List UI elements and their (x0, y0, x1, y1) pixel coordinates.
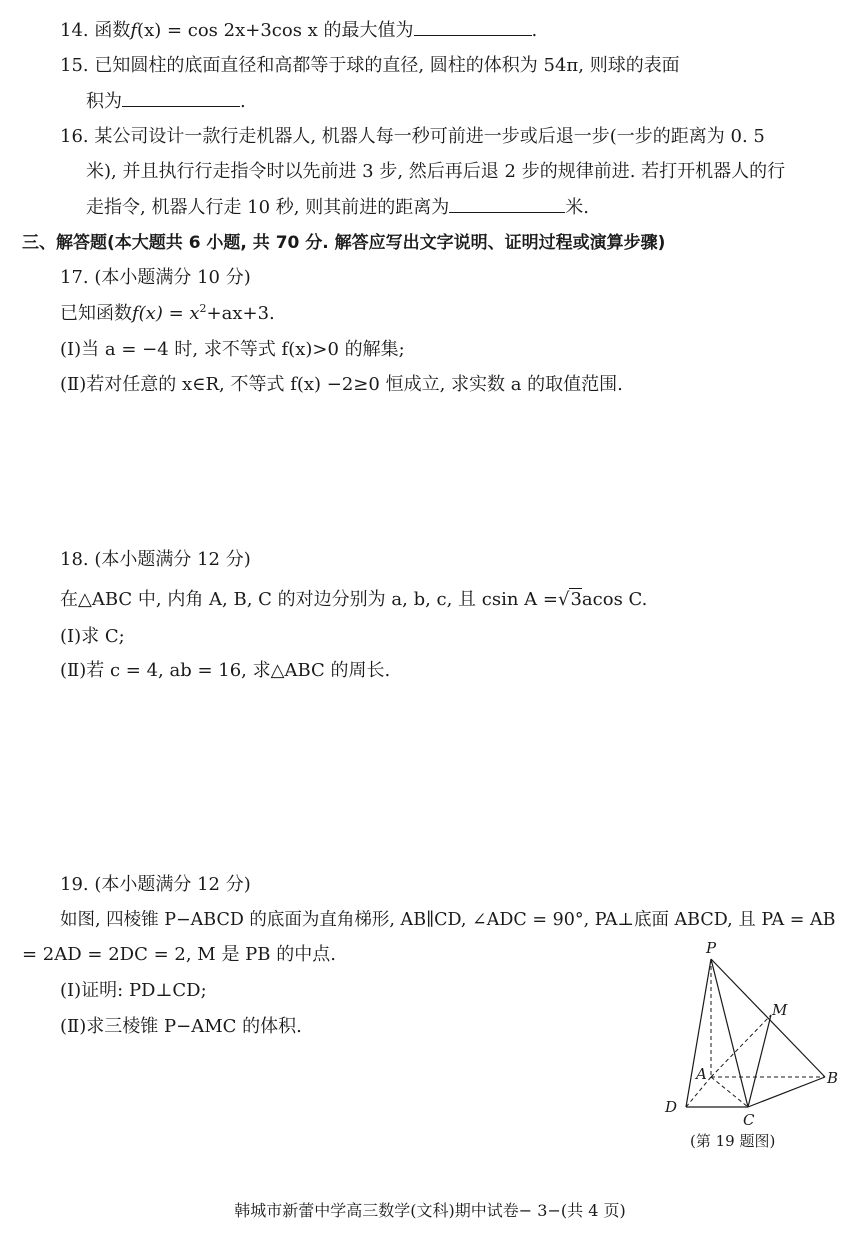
q15-line-2-pre: 积为 (86, 91, 122, 112)
q15-end: . (240, 91, 246, 112)
q19-line-2: = 2AD = 2DC = 2, M 是 PB 的中点. (22, 944, 336, 965)
q17-given-fx: f(x) = x (132, 303, 200, 324)
section-heading: 三、解答题(本大题共 6 小题, 共 70 分. 解答应写出文字说明、证明过程或演算步骤) (22, 233, 666, 253)
q17-given-post: +ax+3. (206, 303, 275, 324)
edge-cb (748, 1077, 825, 1107)
edge-pd (686, 959, 711, 1107)
q14-number: 14. (60, 20, 89, 41)
q15-line-2 (86, 88, 246, 114)
q19-title: 19. (本小题满分 12 分) (60, 874, 251, 895)
q18-part-1: (Ⅰ)求 C; (60, 626, 125, 647)
q16-line-3-end: 米. (565, 197, 589, 218)
q19-part-1: (Ⅰ)证明: PD⊥CD; (60, 980, 207, 1001)
q15-line-1: 15. 已知圆柱的底面直径和高都等于球的直径, 圆柱的体积为 54π, 则球的表面 (60, 55, 680, 76)
q17-given (60, 302, 275, 326)
q14-formula: (x) = cos 2x+3cos x (137, 20, 318, 41)
q16-line-2: 米), 并且执行行走指令时以先前进 3 步, 然后再后退 2 步的规律前进. 若打开机器人的行 (86, 161, 786, 182)
q14-fx: f (130, 20, 138, 41)
pyramid-figure (660, 935, 850, 1135)
q18-given-pre: 在△ABC 中, 内角 A, B, C 的对边分别为 a, b, c, 且 csin A = (60, 589, 558, 610)
figure-caption: (第 19 题图) (690, 1132, 776, 1150)
label-p: P (706, 939, 717, 957)
q14-pre: 函数 (94, 20, 131, 41)
edge-am (711, 1015, 771, 1077)
edge-pc (711, 959, 748, 1107)
page-footer: 韩城市新蕾中学高三数学(文科)期中试卷− 3−(共 4 页) (234, 1201, 626, 1220)
label-d: D (665, 1098, 678, 1116)
question-14 (60, 17, 537, 43)
edge-cm (748, 1015, 771, 1107)
q17-title: 17. (本小题满分 10 分) (60, 267, 251, 288)
sqrt-arg: 3 (570, 589, 582, 610)
q14-end: . (531, 20, 538, 41)
q18-given (60, 588, 647, 612)
label-a: A (696, 1065, 707, 1083)
label-b: B (827, 1069, 839, 1087)
q17-given-pre: 已知函数 (60, 303, 132, 324)
q18-title: 18. (本小题满分 12 分) (60, 549, 251, 570)
q17-part-1: (Ⅰ)当 a = −4 时, 求不等式 f(x)>0 的解集; (60, 339, 405, 360)
answer-blank[interactable] (414, 17, 532, 36)
figure-edges (686, 959, 825, 1107)
answer-blank[interactable] (122, 88, 240, 107)
q18-part-2: (Ⅱ)若 c = 4, ab = 16, 求△ABC 的周长. (60, 660, 391, 681)
sqrt-sign: √ (557, 589, 570, 610)
q14-post: 的最大值为 (323, 20, 414, 41)
label-c: C (743, 1111, 755, 1129)
q19-part-2: (Ⅱ)求三棱锥 P−AMC 的体积. (60, 1016, 302, 1037)
q16-line-3-pre: 走指令, 机器人行走 10 秒, 则其前进的距离为 (86, 197, 450, 218)
q17-part-2: (Ⅱ)若对任意的 x∈R, 不等式 f(x) −2≥0 恒成立, 求实数 a 的取值范围. (60, 374, 623, 395)
q17-exponent: 2 (199, 302, 207, 315)
edge-ac (711, 1077, 748, 1107)
label-m: M (772, 1001, 788, 1019)
q19-line-1: 如图, 四棱锥 P−ABCD 的底面为直角梯形, AB∥CD, ∠ADC = 90°, PA⊥底面 ABCD, 且 PA = AB (60, 910, 836, 930)
q18-given-post: acos C. (581, 589, 648, 610)
q16-line-3 (86, 194, 589, 220)
q16-line-1: 16. 某公司设计一款行走机器人, 机器人每一秒可前进一步或后退一步(一步的距离为 0. 5 (60, 126, 765, 147)
answer-blank[interactable] (449, 194, 565, 213)
